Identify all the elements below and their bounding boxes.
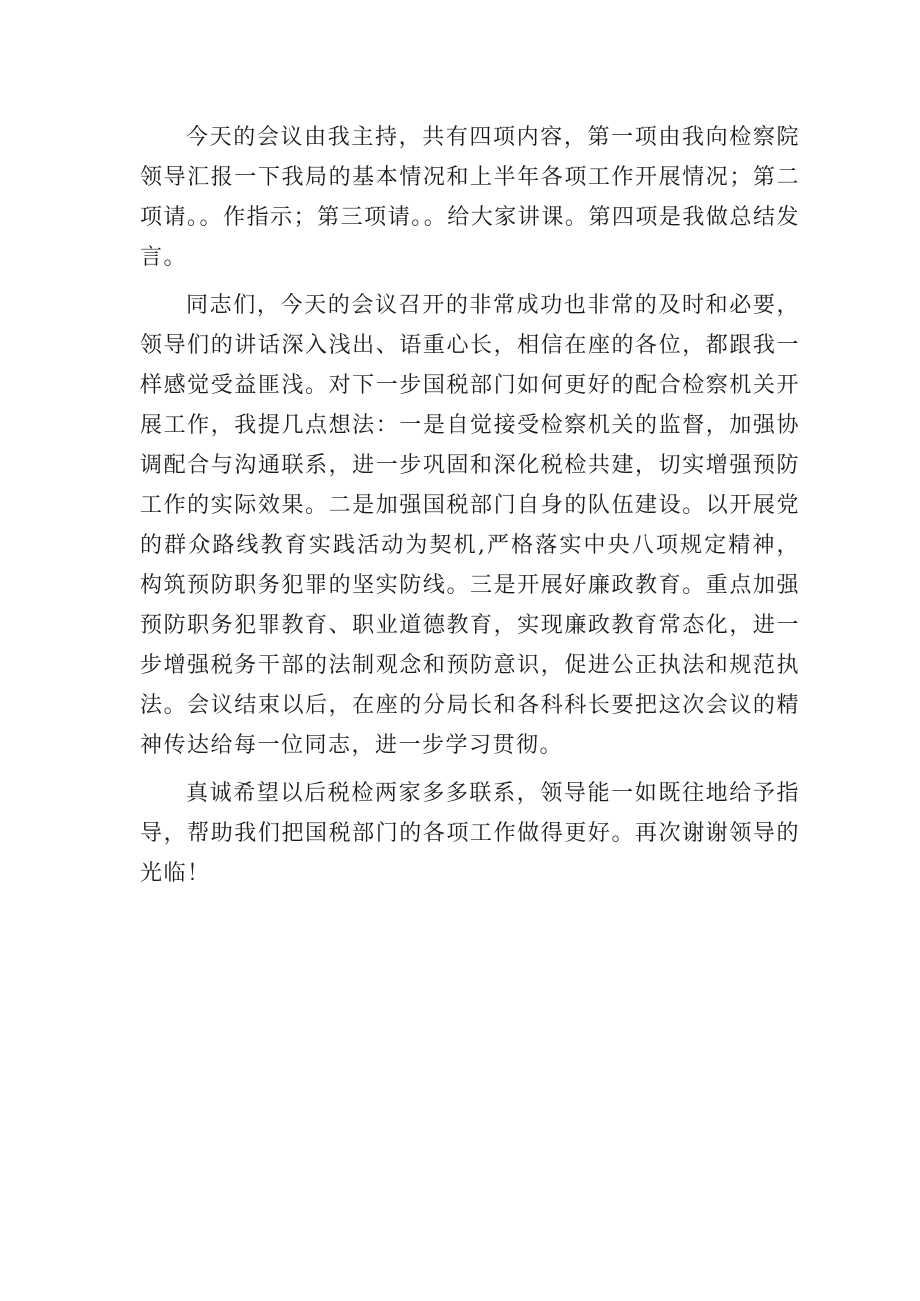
paragraph-closing: 真诚希望以后税检两家多多联系，领导能一如既往地给予指导，帮助我们把国税部门的各项工作做得更好。再次谢谢领导的光临！ (140, 781, 800, 886)
paragraph-agenda: 今天的会议由我主持，共有四项内容，第一项由我向检察院领导汇报一下我局的基本情况和上半年各项工作开展情况；第二项请。。作指示；第三项请。。给大家讲课。第四项是我做总结发言。 (140, 125, 800, 270)
paragraph-suggestions: 同志们，今天的会议召开的非常成功也非常的及时和必要，领导们的讲话深入浅出、语重心长，相信在座的各位，都跟我一样感觉受益匪浅。对下一步国税部门如何更好的配合检察机关开展工作，我提几点想法：一是自觉接受检察机关的监督，加强协调配合与沟通联系，进一步巩固和深化税检共建，切实增强预防工作的实际效果。二是加强国税部门自身的队伍建设。以开展党的群众路线教育实践活动为契机,严格落实中央八项规定精神，构筑预防职务犯罪的坚实防线。三是开展好廉政教育。重点加强预防职务犯罪教育、职业道德教育，实现廉政教育常态化，进一步增强税务干部的法制观念和预防意识，促进公正执法和规范执法。会议结束以后，在座的分局长和各科科长要把这次会议的精神传达给每一位同志，进一步学习贯彻。 (140, 293, 800, 758)
document-body (140, 118, 800, 894)
